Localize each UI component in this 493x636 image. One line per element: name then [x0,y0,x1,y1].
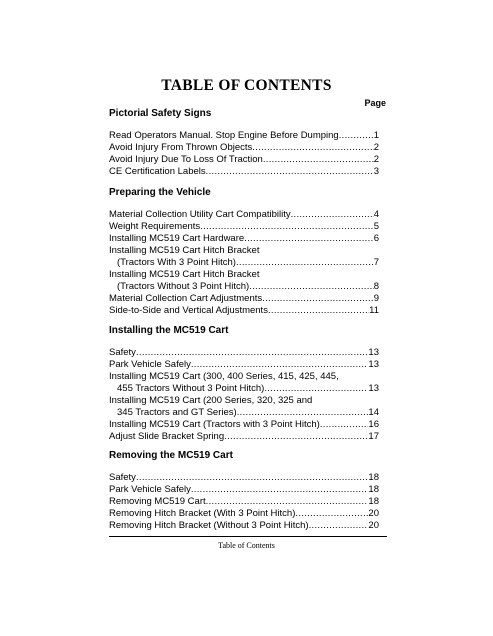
section-heading: Installing the MC519 Cart [109,325,229,336]
toc-entry[interactable]: Side-to-Side and Vertical Adjustments ..... 11 [109,305,379,317]
toc-entry[interactable]: Read Operators Manual. Stop Engine Before Dumping ..... 1 [109,130,379,142]
toc-entry-line[interactable]: Installing MC519 Cart Hitch Bracket [109,269,260,280]
toc-entry[interactable]: (Tractors With 3 Point Hitch) ..... 7 [117,257,379,269]
footer-divider [109,536,387,537]
toc-entry[interactable]: Material Collection Cart Adjustments ..... 9 [109,293,379,305]
toc-entry[interactable]: 345 Tractors and GT Series) ..... 14 [117,407,379,419]
toc-entry[interactable]: CE Certification Labels ..... 3 [109,166,379,178]
toc-entry[interactable]: Removing MC519 Cart ..... 18 [109,496,379,508]
page-footer: Table of Contents [218,541,275,550]
toc-entry[interactable]: 455 Tractors Without 3 Point Hitch) ..... 13 [117,383,379,395]
toc-entry[interactable]: Park Vehicle Safely ..... 18 [109,484,379,496]
toc-entry-line[interactable]: Installing MC519 Cart Hitch Bracket [109,245,260,256]
toc-entry-line[interactable]: Installing MC519 Cart (200 Series, 320, 325 and [109,395,313,406]
toc-entry[interactable]: Avoid Injury Due To Loss Of Traction ..... 2 [109,154,379,166]
section-heading: Removing the MC519 Cart [109,450,233,461]
toc-entry[interactable]: Avoid Injury From Thrown Objects ..... 2 [109,142,379,154]
toc-entry[interactable]: Safety ..... 18 [109,472,379,484]
toc-entry[interactable]: Park Vehicle Safely ..... 13 [109,359,379,371]
toc-entry[interactable]: Removing Hitch Bracket (With 3 Point Hitch) ..... 20 [109,508,379,520]
toc-entry-line[interactable]: Installing MC519 Cart (300, 400 Series, 415, 425, 445, [109,371,339,382]
toc-entry[interactable]: Installing MC519 Cart Hardware ..... 6 [109,233,379,245]
toc-entry[interactable]: (Tractors Without 3 Point Hitch) ..... 8 [117,281,379,293]
page-column-header: Page [364,98,386,108]
toc-entry[interactable]: Removing Hitch Bracket (Without 3 Point Hitch) ..... 20 [109,520,379,532]
page-title: TABLE OF CONTENTS [161,77,332,94]
section-heading: Pictorial Safety Signs [109,108,212,119]
toc-entry[interactable]: Weight Requirements ..... 5 [109,221,379,233]
toc-entry[interactable]: Installing MC519 Cart (Tractors with 3 Point Hitch) ..... 16 [109,419,379,431]
section-heading: Preparing the Vehicle [109,187,211,198]
toc-entry[interactable]: Adjust Slide Bracket Spring ..... 17 [109,431,379,443]
toc-entry[interactable]: Material Collection Utility Cart Compatibility ..... 4 [109,209,379,221]
toc-entry[interactable]: Safety ..... 13 [109,347,379,359]
